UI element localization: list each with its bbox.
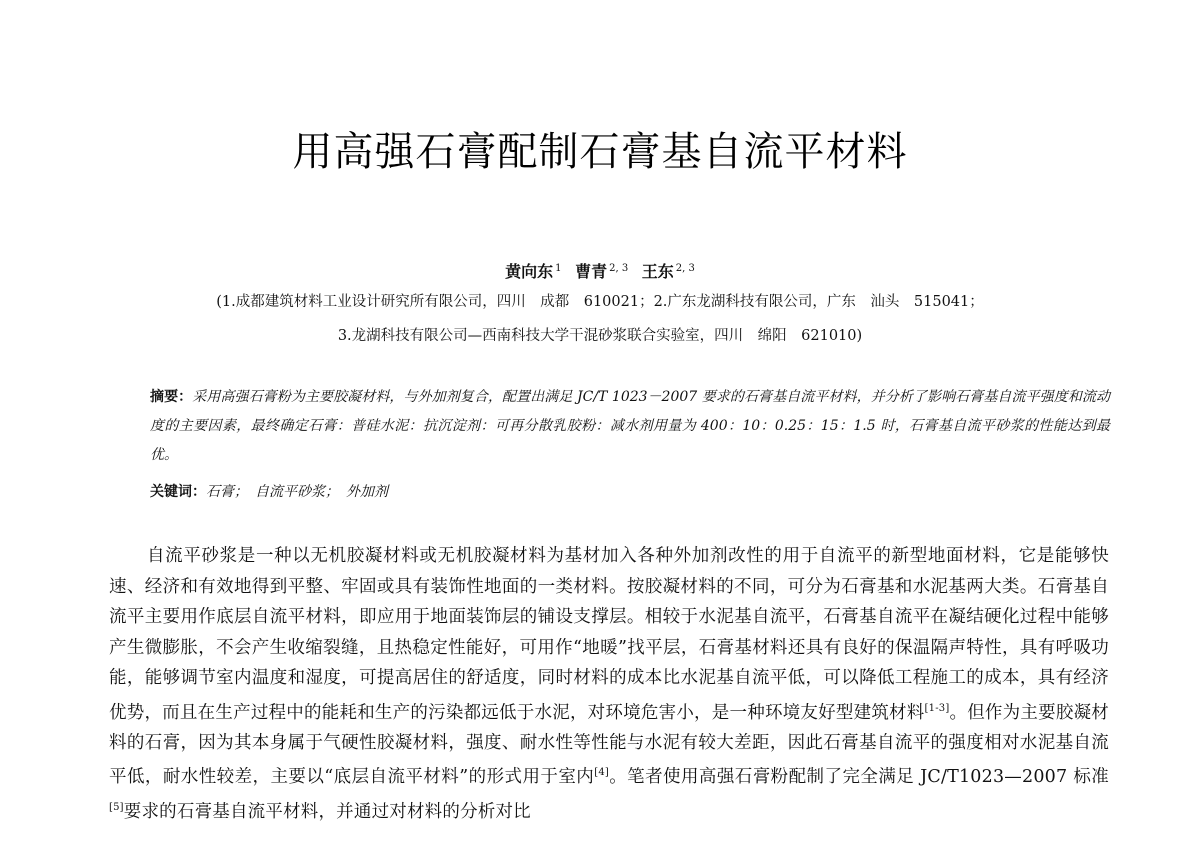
keywords [150,478,1110,507]
affiliation-line-1: (1.成都建筑材料工业设计研究所有限公司，四川 成都 610021；2.广东龙湖科技有限公司，广东 汕头 515041； [216,294,984,310]
body-text-part-3: 。笔者使用高强石膏粉配制了完全满足 JC/T1023—2007 标准 [608,767,1109,788]
author-affil-mark: 2, 3 [675,263,695,274]
author-affil-mark: 2, 3 [609,263,629,274]
keywords-label: 关键词： [150,484,206,500]
author-3 [642,262,695,281]
author-affil-mark: 1 [555,263,562,274]
author-name: 曹青 [575,262,608,282]
author-1 [505,262,561,281]
body-text-part-4: 要求的石膏基自流平材料，并通过对材料的分析对比 [123,801,531,822]
author-2 [575,262,628,281]
body-text-part-2: 。但作为主要胶凝材料的石膏，因为其本身属于气硬性胶凝材料，强度、耐水性等性能与水泥有较大差距，因此石膏基自流平的强度相对水泥基自流平低，耐水性较差，主要以“底层自流平材料”的形式用于室内 [109,702,1109,788]
body-text-part-1: 自流平砂浆是一种以无机胶凝材料或无机胶凝材料为基材加入各种外加剂改性的用于自流平的新型地面材料，它是能够快速、经济和有效地得到平整、牢固或具有装饰性地面的一类材料。按胶凝材料的不同，可分为石膏基和水泥基两大类。石膏基自流平主要用作底层自流平材料，即应用于地面装饰层的铺设支撑层。相较于水泥基自流平，石膏基自流平在凝结硬化过程中能够产生微膨胀，不会产生收缩裂缝，且热稳定性能好，可用作“地暖”找平层，石膏基材料还具有良好的保温隔声特性，具有呼吸功能，能够调节室内温度和湿度，可提高居住的舒适度，同时材料的成本比水泥基自流平低，可以降低工程施工的成本，具有经济优势，而且在生产过程中的能耗和生产的污染都远低于水泥，对环境危害小，是一种环境友好型建筑材料 [109,546,1109,723]
abstract-text: 采用高强石膏粉为主要胶凝材料，与外加剂复合，配置出满足 JC/T 1023－2007 要求的石膏基自流平材料，并分析了影响石膏基自流平强度和流动度的主要因素，最终确定石膏：普硅水泥：抗沉淀剂：可再分散乳胶粉：减水剂用量为 400：10：0.25：15：1.5 时，石膏基自流平砂浆的性能达到最优。 [150,389,1111,463]
affiliation-line-2: 3.龙湖科技有限公司—西南科技大学干混砂浆联合实验室，四川 绵阳 621010) [337,328,863,344]
paper-title: 用高强石膏配制石膏基自流平材料 [292,129,908,175]
keywords-text: 石膏； 自流平砂浆； 外加剂 [206,484,388,500]
abstract-label: 摘要： [150,389,193,405]
author-name: 黄向东 [505,262,554,282]
author-name: 王东 [641,262,674,282]
body-paragraph [109,541,1109,827]
author-list [0,258,1200,283]
citation-ref-1: [1-3] [924,702,950,714]
citation-ref-2: [4] [594,767,609,779]
citation-ref-3: [5] [109,801,124,813]
abstract [150,383,1110,470]
